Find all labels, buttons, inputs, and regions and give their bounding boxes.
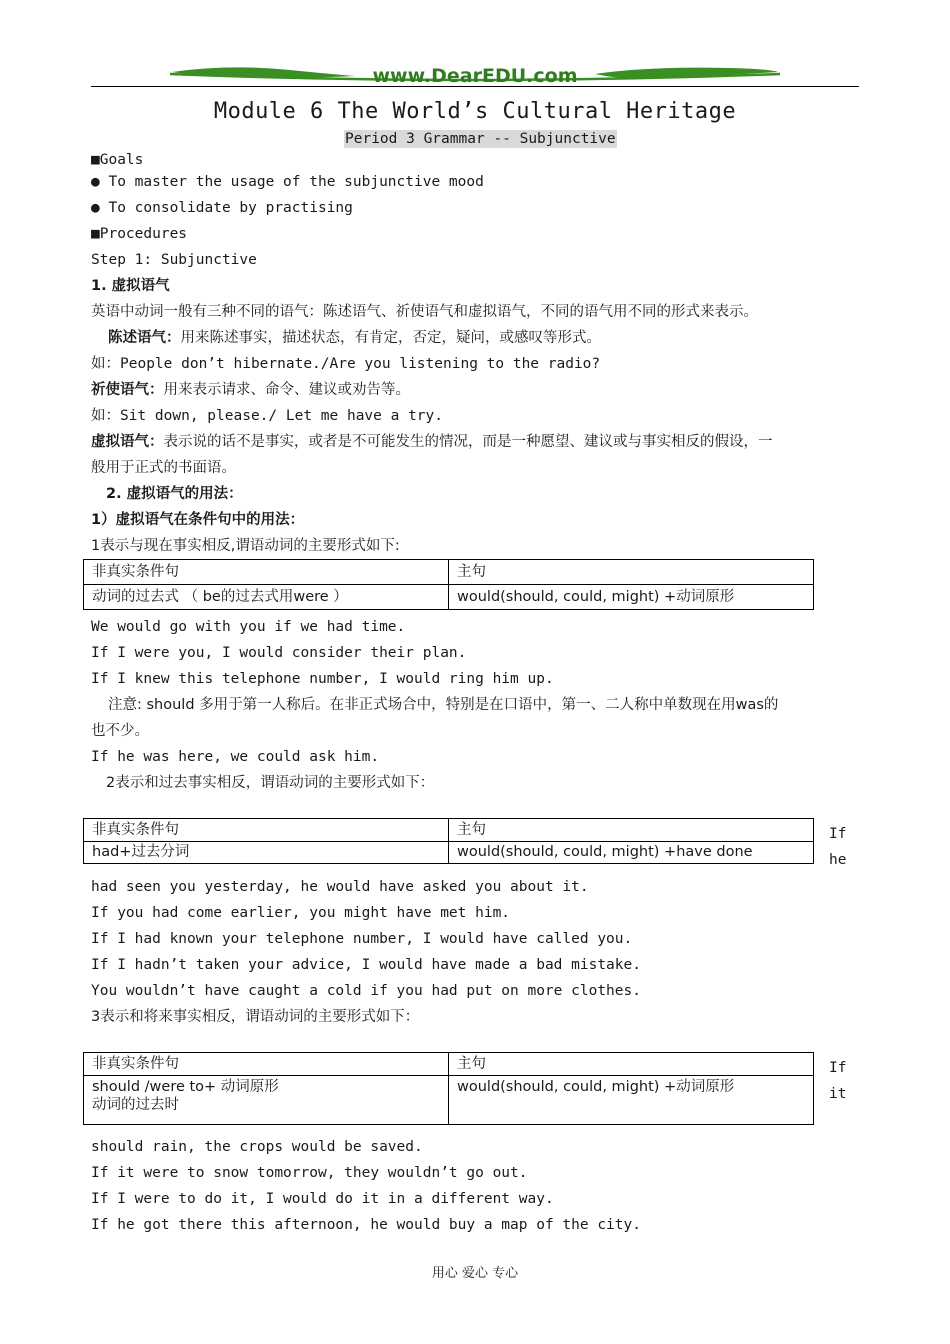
side-text: he	[829, 852, 847, 868]
point-heading: 2. 虚拟语气的用法：	[106, 486, 243, 502]
table-header-condition: 非真实条件句	[84, 1053, 449, 1076]
present-intro: 1表示与现在事实相反,谓语动词的主要形式如下:	[91, 538, 400, 554]
table-cell: would(should, could, might) +动词原形	[449, 1076, 814, 1125]
logo-text: www.DearEDU.com	[372, 65, 578, 87]
goals-heading: ■Goals	[91, 152, 144, 168]
side-text: If	[829, 1060, 847, 1076]
table-cell: 动词的过去式 （ be的过去式用were ）	[84, 585, 449, 610]
indicative-example: 如：People don’t hibernate./Are you listening to the radio?	[91, 356, 601, 372]
past-intro: 2表示和过去事实相反，谓语动词的主要形式如下：	[106, 775, 435, 791]
indicative-label: 陈述语气：	[108, 330, 181, 346]
future-intro: 3表示和将来事实相反，谓语动词的主要形式如下：	[91, 1009, 420, 1025]
procedures-heading: ■Procedures	[91, 226, 188, 242]
intro-paragraph: 英语中动词一般有三种不同的语气：陈述语气、祈使语气和虚拟语气，不同的语气用不同的形式来表示。	[91, 304, 758, 320]
example-sentence: We would go with you if we had time.	[91, 619, 406, 635]
table-cell: would(should, could, might) +have done	[449, 842, 814, 864]
note-paragraph-cont: 也不少。	[91, 723, 149, 739]
future-unreal-table	[83, 1052, 814, 1125]
page-footer: 用心 爱心 专心	[431, 1266, 519, 1281]
note-paragraph: 注意: should 多用于第一人称后。在非正式场合中，特别是在口语中，第一、二人称中单数现在用was的	[108, 697, 779, 713]
subpoint-heading: 1）虚拟语气在条件句中的用法：	[91, 512, 305, 528]
table-header-main: 主句	[449, 1053, 814, 1076]
imperative-definition	[91, 380, 410, 400]
example-sentence: If I were to do it, I would do it in a different way.	[91, 1191, 554, 1207]
side-text: it	[829, 1086, 847, 1102]
goal-item: ● To consolidate by practising	[91, 200, 353, 216]
subjunctive-label: 虚拟语气：	[91, 434, 164, 450]
example-sentence: If you had come earlier, you might have met him.	[91, 905, 511, 921]
table-header-condition: 非真实条件句	[84, 560, 449, 585]
subjunctive-definition-cont: 般用于正式的书面语。	[91, 460, 236, 476]
table-header-condition: 非真实条件句	[84, 819, 449, 842]
header-rule	[91, 86, 859, 87]
site-logo	[170, 62, 780, 88]
side-text: If	[829, 826, 847, 842]
indicative-text: 用来陈述事实，描述状态，有肯定，否定，疑问，或感叹等形式。	[180, 330, 601, 346]
imperative-label: 祈使语气：	[91, 382, 164, 398]
subjunctive-definition	[91, 432, 773, 452]
subjunctive-text: 表示说的话不是事实，或者是不可能发生的情况，而是一种愿望、建议或与事实相反的假设，一	[163, 434, 773, 450]
page-title: Module 6 The World’s Cultural Heritage	[213, 99, 737, 124]
table-cell-line: 动词的过去时	[92, 1097, 179, 1113]
table-cell: would(should, could, might) +动词原形	[449, 585, 814, 610]
table-cell-line: should /were to+ 动词原形	[92, 1079, 279, 1095]
point-heading: 1. 虚拟语气	[91, 278, 170, 294]
example-sentence: If he was here, we could ask him.	[91, 749, 380, 765]
past-unreal-table	[83, 818, 814, 864]
example-sentence: You wouldn’t have caught a cold if you had put on more clothes.	[91, 983, 641, 999]
example-sentence: should rain, the crops would be saved.	[91, 1139, 423, 1155]
example-sentence: If he got there this afternoon, he would buy a map of the city.	[91, 1217, 641, 1233]
example-sentence: If I knew this telephone number, I would ring him up.	[91, 671, 554, 687]
imperative-text: 用来表示请求、命令、建议或劝告等。	[163, 382, 410, 398]
present-unreal-table	[83, 559, 814, 610]
table-header-main: 主句	[449, 819, 814, 842]
table-cell: had+过去分词	[84, 842, 449, 864]
step-heading: Step 1: Subjunctive	[91, 252, 257, 268]
example-sentence: had seen you yesterday, he would have asked you about it.	[91, 879, 589, 895]
example-sentence: If I were you, I would consider their plan.	[91, 645, 467, 661]
table-cell	[84, 1076, 449, 1125]
table-header-main: 主句	[449, 560, 814, 585]
example-sentence: If I hadn’t taken your advice, I would have made a bad mistake.	[91, 957, 641, 973]
page-subtitle: Period 3 Grammar -- Subjunctive	[345, 131, 616, 147]
example-sentence: If I had known your telephone number, I would have called you.	[91, 931, 633, 947]
example-sentence: If it were to snow tomorrow, they wouldn’t go out.	[91, 1165, 528, 1181]
indicative-definition	[108, 328, 601, 348]
goal-item: ● To master the usage of the subjunctive mood	[91, 174, 484, 190]
imperative-example: 如：Sit down, please./ Let me have a try.	[91, 408, 444, 424]
